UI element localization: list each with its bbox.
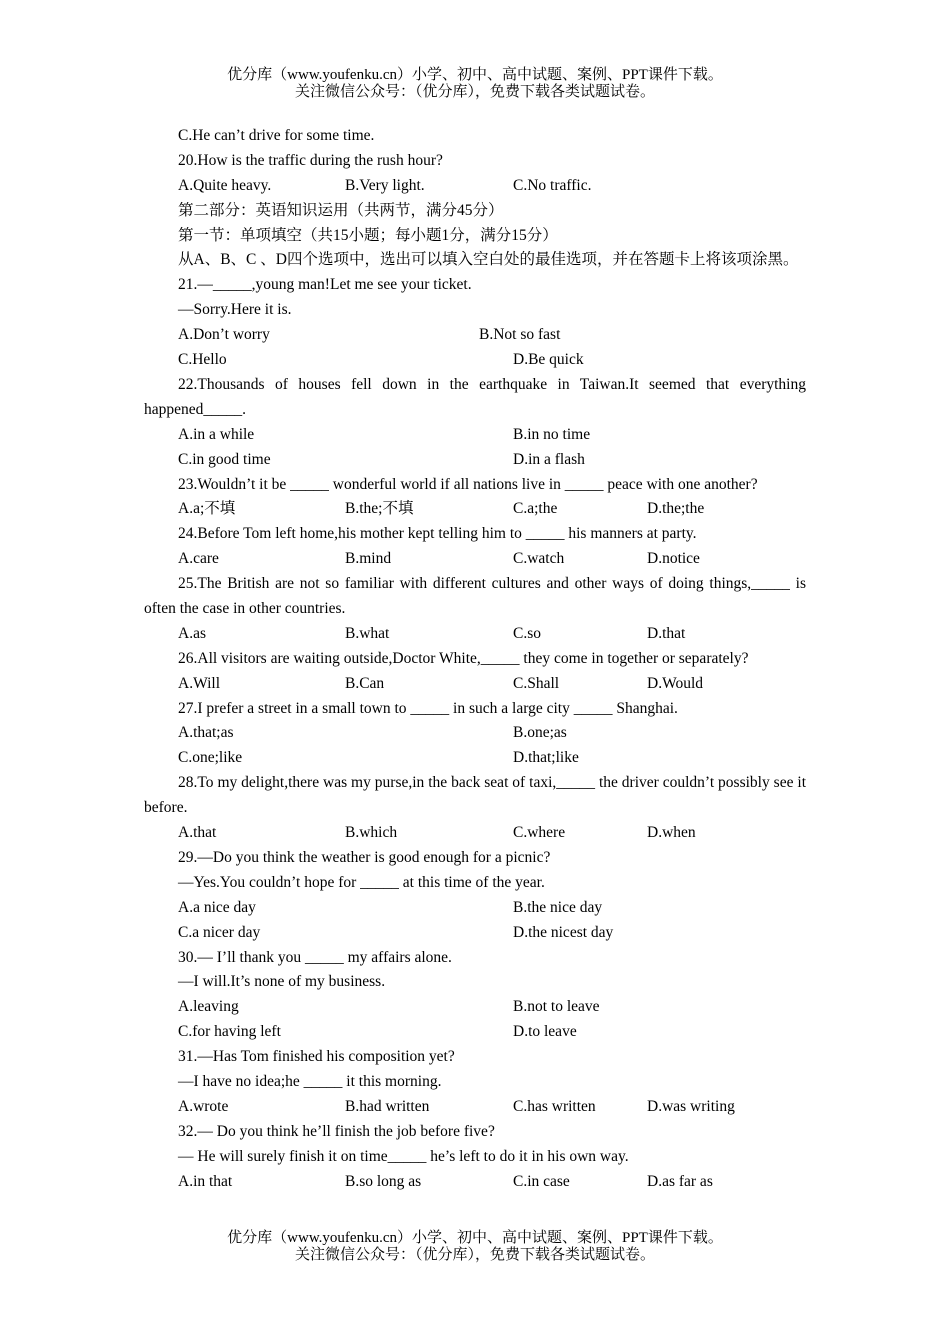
option-a: A.that [178,824,217,842]
option-a: A.a;不填 [178,500,236,518]
q25-stem-text: 25.The British are not so familiar with different cultures and other ways of doing things,_____ is often the case in other countries. [144,575,806,617]
page-header [0,67,950,101]
q31-options [144,1095,806,1120]
option-c: C.Hello [178,351,227,369]
option-a: A.wrote [178,1097,229,1115]
q20-stem: 20.How is the traffic during the rush hour? [178,151,443,169]
option-c: C.has written [513,1097,596,1115]
option-b: B.which [345,824,398,842]
option-c: C.a;the [513,500,558,518]
option-a: A.care [178,550,219,568]
option-b: B.had written [345,1097,430,1115]
option-b: B.Can [345,674,385,692]
q30-line-2: —I will.It’s none of my business. [178,973,386,991]
option-d: D.Be quick [513,351,584,369]
option-d: D.notice [647,550,700,568]
option-c: C.where [513,824,566,842]
option-c: C.Shall [513,674,560,692]
q19-option-c: C.He can’t drive for some time. [178,127,375,144]
q27-options-row-1 [144,721,806,746]
q24-options [144,547,806,572]
option-b: B.so long as [345,1172,422,1190]
q21-options-row-2 [144,348,806,373]
q31-line-1: 31.—Has Tom finished his composition yet? [178,1048,455,1066]
q24-stem: 24.Before Tom left home,his mother kept telling him to _____ his manners at party. [178,525,697,543]
q32-options [144,1170,806,1195]
header-line-2: 关注微信公众号：（优分库），免费下载各类试题试卷。 [294,84,655,100]
option-d: D.Would [647,674,704,692]
q20-options [144,174,806,199]
footer-line-1: 优分库（www.youfenku.cn）小学、初中、高中试题、案例、PPT课件下载。 [227,1230,723,1246]
q26-options [144,672,806,697]
section-1-title: 第一节：单项填空（共15小题；每小题1分，满分15分） [178,226,558,244]
option-a: A.leaving [178,998,239,1016]
part-2-title: 第二部分：英语知识运用（共两节，满分45分） [178,201,504,219]
option-d: D.the;the [647,500,705,518]
q23-stem: 23.Wouldn’t it be _____ wonderful world if all nations live in _____ peace with one another? [178,475,758,493]
q27-options-row-2 [144,746,806,771]
page-footer [0,1230,950,1264]
option-d: D.that;like [513,749,579,767]
option-c: C.watch [513,550,565,568]
option-b: B.not to leave [513,998,600,1016]
q26-stem: 26.All visitors are waiting outside,Doctor White,_____ they come in together or separately? [178,649,749,667]
q27-stem: 27.I prefer a street in a small town to _____ in such a large city _____ Shanghai. [178,699,678,717]
option-a: A.that;as [178,724,234,742]
option-a: A.Will [178,674,220,692]
q31-line-2: —I have no idea;he _____ it this morning. [178,1072,442,1090]
option-a: A.a nice day [178,898,256,916]
option-d: D.that [647,624,686,642]
q28-options [144,821,806,846]
q25-options [144,622,806,647]
instructions-text: 从A、B、C 、D四个选项中，选出可以填入空白处的最佳选项，并在答题卡上将该项涂黑。 [178,251,799,269]
option-b: B.the;不填 [345,500,414,518]
q22-stem-text: 22.Thousands of houses fell down in the earthquake in Taiwan.It seemed that everything happened_____. [144,375,806,418]
q30-line-1: 30.— I’ll thank you _____ my affairs alone. [178,948,452,966]
option-d: D.in a flash [513,450,585,468]
q21-line-2: —Sorry.Here it is. [178,301,292,319]
q29-line-2: —Yes.You couldn’t hope for _____ at this time of the year. [178,873,545,891]
option-a: A.Quite heavy. [178,176,272,194]
option-c: C.for having left [178,1023,281,1041]
option-d: D.when [647,824,696,842]
option-d: D.to leave [513,1023,577,1041]
q29-options-row-2 [144,921,806,946]
q21-line-1: 21.—_____,young man!Let me see your ticket. [178,276,472,294]
q32-line-2: — He will surely finish it on time_____ he’s left to do it in his own way. [178,1147,629,1165]
option-b: B.what [345,624,390,642]
option-b: B.Not so fast [479,326,561,344]
option-d: D.was writing [647,1097,735,1115]
option-d: D.as far as [647,1172,713,1190]
option-b: B.mind [345,550,392,568]
q28-stem [144,771,806,821]
q22-options-row-1 [144,423,806,448]
q23-options [144,497,806,522]
option-c: C.so [513,624,541,642]
option-a: A.as [178,624,206,642]
q29-line-1: 29.—Do you think the weather is good enough for a picnic? [178,848,551,866]
header-line-1: 优分库（www.youfenku.cn）小学、初中、高中试题、案例、PPT课件下载。 [227,67,723,83]
footer-line-2: 关注微信公众号：（优分库），免费下载各类试题试卷。 [294,1247,655,1263]
q30-options-row-2 [144,1020,806,1045]
option-c: C.No traffic. [513,176,592,194]
q25-stem [144,572,806,622]
q32-line-1: 32.— Do you think he’ll finish the job before five? [178,1122,495,1140]
instructions [144,248,806,273]
option-b: B.one;as [513,724,567,742]
option-a: A.Don’t worry [178,326,270,344]
option-a: A.in a while [178,425,255,443]
option-a: A.in that [178,1172,233,1190]
q22-stem [144,373,806,423]
option-b: B.in no time [513,425,591,443]
option-b: B.the nice day [513,898,603,916]
q30-options-row-1 [144,995,806,1020]
option-c: C.in case [513,1172,570,1190]
q21-options-row-1 [144,323,806,348]
option-c: C.in good time [178,450,271,468]
option-b: B.Very light. [345,176,425,194]
q22-options-row-2 [144,448,806,473]
option-c: C.one;like [178,749,243,767]
q29-options-row-1 [144,896,806,921]
exam-content [144,124,806,1194]
q28-stem-text: 28.To my delight,there was my purse,in the back seat of taxi,_____ the driver couldn’t possibly see it before. [144,774,806,817]
option-c: C.a nicer day [178,923,261,941]
option-d: D.the nicest day [513,923,614,941]
